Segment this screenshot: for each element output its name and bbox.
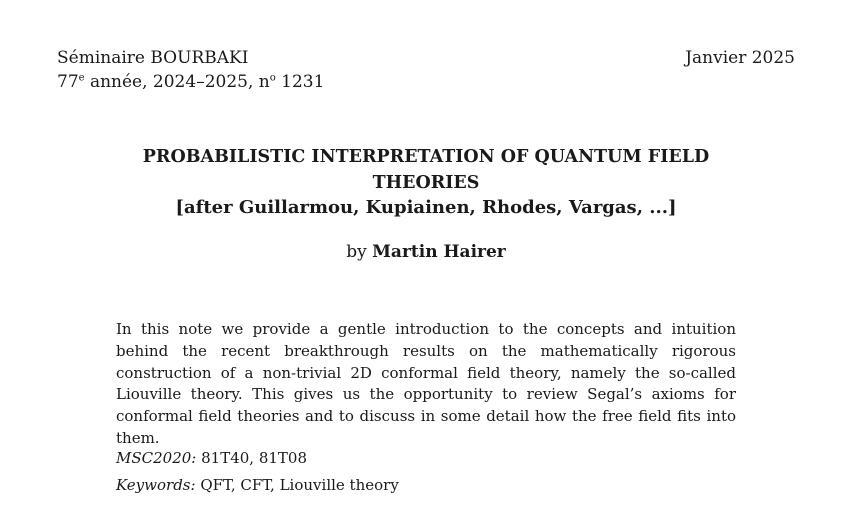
seminar-header (57, 46, 324, 94)
paper-title (80, 144, 772, 196)
abstract: In this note we provide a gentle introduction to the concepts and intuition behind the recent breakthrough results on the mathematically rigorous construction of a non-trivial 2D conformal field theory, namely the so-called Liouville theory. This gives us the opportunity to review Segal’s axioms for conformal field theories and to discuss in some detail how the free field fits into them. (116, 320, 736, 447)
volume-rest: année, 2024–2025, n (84, 72, 270, 92)
publication-date: Janvier 2025 (685, 48, 795, 68)
volume-number: 77 (57, 72, 79, 92)
msc-line (116, 447, 307, 469)
volume-line (57, 70, 324, 94)
seminar-name: Séminaire BOURBAKI (57, 48, 249, 68)
title-line-2: THEORIES (372, 173, 480, 193)
number-superscript: o (269, 72, 276, 84)
title-line-1: PROBABILISTIC INTERPRETATION OF QUANTUM FIELD (142, 147, 710, 167)
keywords-value: QFT, CFT, Liouville theory (195, 476, 399, 494)
keywords-label: Keywords: (116, 476, 196, 494)
issue-number: 1231 (275, 72, 325, 92)
title-after: [after Guillarmou, Kupiainen, Rhodes, Vargas, ...] (175, 197, 677, 218)
msc-label: MSC2020: (116, 449, 197, 467)
date-header (685, 46, 795, 70)
keywords-line (116, 474, 399, 496)
byline-prefix: by (346, 242, 373, 262)
volume-superscript: e (78, 72, 85, 84)
byline (80, 239, 772, 265)
msc-value: 81T40, 81T08 (196, 449, 308, 467)
author-name: Martin Hairer (372, 242, 506, 262)
